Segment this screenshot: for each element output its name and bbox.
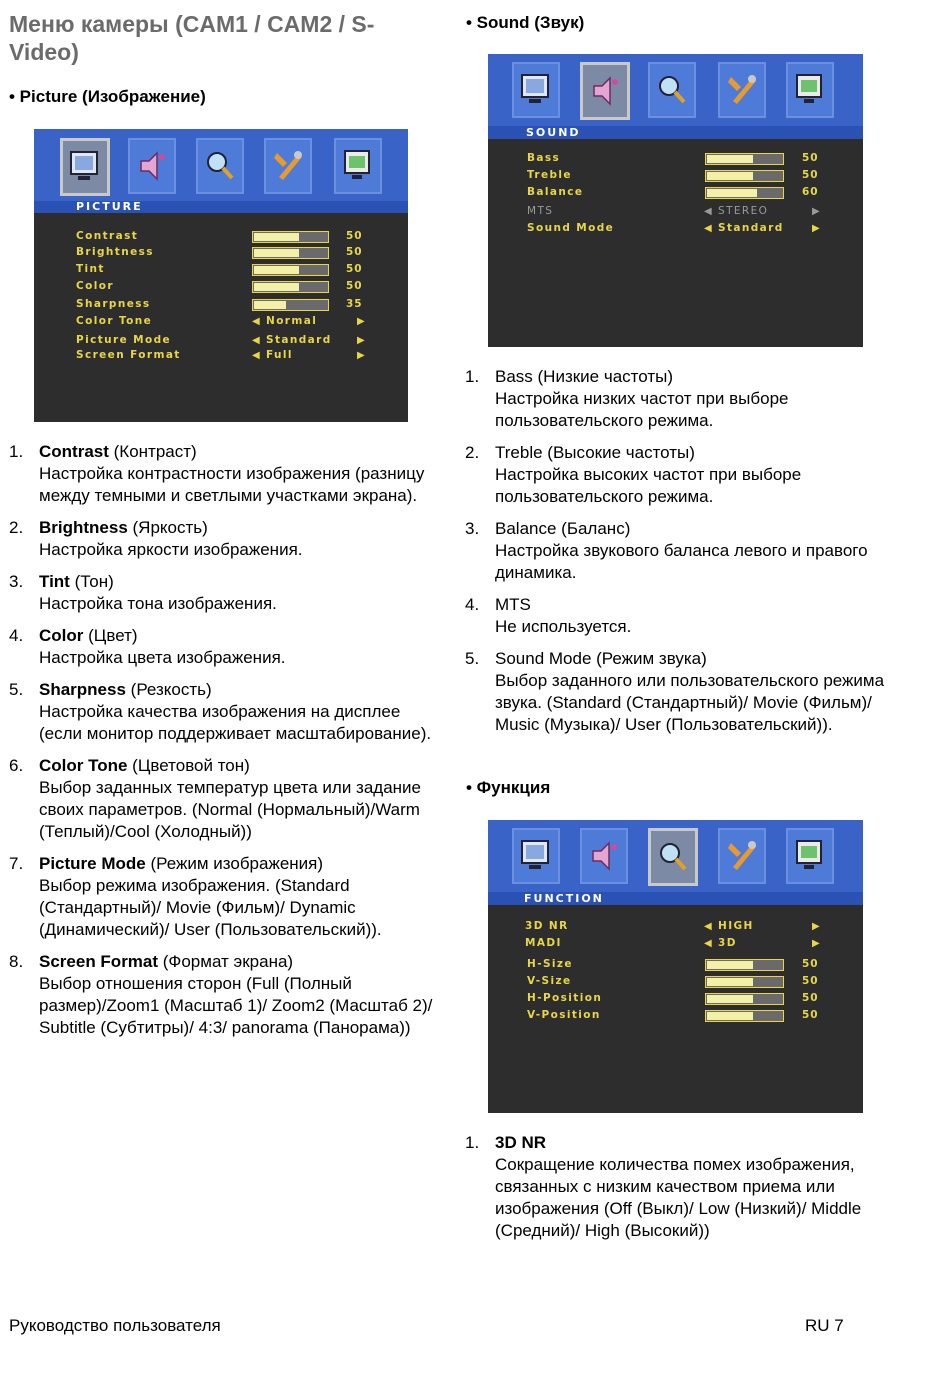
right-arrow-icon: ▶: [357, 316, 365, 327]
item-name: Sharpness: [39, 680, 126, 699]
osd-slider-fill: [254, 283, 299, 291]
item-name-ru: (Формат экрана): [158, 952, 294, 971]
right-arrow-icon: ▶: [812, 938, 820, 949]
function-magnifier-icon: [648, 62, 696, 118]
osd-setting-label: Picture Mode: [76, 334, 172, 346]
osd-setting-label: V-Size: [527, 975, 572, 987]
osd-slider-bar: [705, 187, 784, 199]
osd-slider-bar: [705, 959, 784, 971]
osd-slider-fill: [254, 301, 286, 309]
osd-setting-value: 35: [346, 298, 363, 310]
osd-slider-fill: [254, 233, 299, 241]
other-monitor-icon: [786, 828, 834, 884]
osd-setting-label: H-Size: [527, 958, 573, 970]
list-item: [465, 648, 905, 736]
osd-setting-value: 50: [802, 958, 819, 970]
right-arrow-icon: ▶: [812, 206, 820, 217]
picture-monitor-icon: [60, 138, 110, 196]
item-name-ru: (Цветовой тон): [127, 756, 250, 775]
item-name: Picture Mode: [39, 854, 146, 873]
item-description: Настройка звукового баланса левого и правого динамика.: [495, 541, 868, 582]
osd-slider-bar: [252, 264, 329, 276]
right-arrow-icon: ▶: [357, 350, 365, 361]
item-number: 1.: [465, 1133, 480, 1152]
list-item: [9, 571, 439, 615]
osd-menu-title: SOUND: [488, 126, 863, 139]
osd-slider-fill: [707, 995, 753, 1003]
item-title: Bass (Низкие частоты): [495, 367, 674, 386]
osd-menu-title: PICTURE: [34, 201, 408, 213]
osd-slider-bar: [705, 170, 784, 182]
list-item: [9, 755, 439, 843]
item-number: 2.: [9, 518, 24, 537]
picture-osd-screenshot: [34, 129, 408, 422]
osd-setting-label: H-Position: [527, 992, 603, 1004]
osd-slider-bar: [705, 153, 784, 165]
item-number: 5.: [465, 649, 480, 668]
item-name-ru: (Контраст): [108, 442, 197, 461]
item-title: Balance (Баланс): [495, 519, 631, 538]
item-title: Treble (Высокие частоты): [495, 443, 695, 462]
item-name: Color Tone: [39, 756, 128, 775]
item-name-ru: (Цвет): [83, 626, 138, 645]
osd-option-value: Normal: [266, 315, 318, 327]
right-arrow-icon: ▶: [812, 223, 820, 234]
function-osd-screenshot: [488, 820, 863, 1113]
left-arrow-icon: ◀: [704, 206, 712, 217]
footer-manual-name: Руководство пользователя: [9, 1316, 221, 1335]
osd-setting-label: Treble: [527, 169, 572, 181]
osd-slider-fill: [707, 189, 757, 197]
osd-slider-fill: [707, 961, 753, 969]
list-item: [465, 442, 905, 508]
osd-option-value: HIGH: [718, 920, 754, 932]
item-title: [39, 441, 439, 463]
item-name: Tint: [39, 572, 70, 591]
osd-slider-fill: [707, 978, 753, 986]
list-item: [9, 679, 439, 745]
function-magnifier-icon: [196, 138, 244, 194]
list-item: [465, 1132, 905, 1242]
osd-setting-label: Bass: [527, 152, 561, 164]
sound-items-list: [465, 366, 905, 746]
left-arrow-icon: ◀: [252, 316, 260, 327]
picture-section-heading: • Picture (Изображение): [9, 87, 206, 106]
setup-tools-icon: [718, 62, 766, 118]
osd-option-value: Standard: [718, 222, 784, 234]
osd-setting-label: V-Position: [527, 1009, 601, 1021]
function-section-heading: • Функция: [466, 778, 551, 797]
left-arrow-icon: ◀: [704, 938, 712, 949]
osd-option-value: Standard: [266, 334, 332, 346]
osd-setting-value: 60: [802, 186, 819, 198]
picture-monitor-icon: [512, 828, 560, 884]
list-item: [9, 441, 439, 507]
picture-monitor-icon: [512, 62, 560, 118]
item-name: Color: [39, 626, 84, 645]
item-title: [39, 571, 439, 593]
osd-setting-label: Contrast: [76, 230, 139, 242]
item-description: Настройка низких частот при выборе пользовательского режима.: [495, 389, 789, 430]
item-title: [39, 853, 439, 875]
osd-slider-bar: [252, 231, 329, 243]
osd-setting-value: 50: [802, 169, 819, 181]
osd-setting-label: Sound Mode: [527, 222, 615, 234]
item-number: 8.: [9, 952, 24, 971]
other-monitor-icon: [786, 62, 834, 118]
osd-slider-bar: [252, 299, 329, 311]
left-arrow-icon: ◀: [704, 223, 712, 234]
sound-osd-screenshot: [488, 54, 863, 347]
picture-items-list: [9, 441, 439, 1049]
page-title: Меню камеры (CAM1 / CAM2 / S-Video): [9, 11, 375, 65]
setup-tools-icon: [718, 828, 766, 884]
item-title: [39, 951, 439, 973]
item-description: Выбор заданных температур цвета или задание своих параметров. (Normal (Нормальный)/Warm (Теплый)/Cool (Холодный)): [39, 778, 422, 841]
osd-setting-label: MTS: [527, 205, 554, 217]
item-description: Сокращение количества помех изображения, связанных с низким качеством приема или изображения (Off (Выкл)/ Low (Низкий)/ Middle (Средний)/ High (Высокий)): [495, 1155, 862, 1240]
osd-slider-bar: [705, 976, 784, 988]
item-name-ru: (Тон): [69, 572, 114, 591]
item-number: 1.: [465, 367, 480, 386]
right-arrow-icon: ▶: [357, 335, 365, 346]
function-magnifier-icon: [648, 828, 698, 886]
osd-setting-label: Screen Format: [76, 349, 181, 361]
list-item: [9, 625, 439, 669]
osd-slider-fill: [707, 1012, 753, 1020]
osd-setting-label: 3D NR: [525, 920, 569, 932]
item-number: 2.: [465, 443, 480, 462]
item-title: [39, 517, 439, 539]
osd-setting-value: 50: [802, 1009, 819, 1021]
osd-setting-value: 50: [346, 263, 363, 275]
osd-setting-value: 50: [802, 975, 819, 987]
list-item: [465, 366, 905, 432]
osd-setting-value: 50: [802, 152, 819, 164]
osd-setting-label: Color: [76, 280, 114, 292]
osd-slider-bar: [705, 993, 784, 1005]
item-number: 4.: [465, 595, 480, 614]
sound-speaker-icon: [580, 828, 628, 884]
function-items-list: [465, 1132, 905, 1252]
osd-setting-label: Balance: [527, 186, 584, 198]
osd-option-value: Full: [266, 349, 293, 361]
osd-slider-bar: [705, 1010, 784, 1022]
list-item: [9, 951, 439, 1039]
item-name: Contrast: [39, 442, 109, 461]
footer-page-number: RU 7: [805, 1316, 844, 1335]
osd-slider-fill: [707, 155, 753, 163]
item-description: Не используется.: [495, 617, 632, 636]
item-name: Screen Format: [39, 952, 159, 971]
list-item: [9, 853, 439, 941]
left-arrow-icon: ◀: [252, 350, 260, 361]
right-arrow-icon: ▶: [812, 921, 820, 932]
item-number: 5.: [9, 680, 24, 699]
osd-setting-label: Sharpness: [76, 298, 151, 310]
item-name-ru: (Режим изображения): [145, 854, 324, 873]
osd-setting-value: 50: [346, 280, 363, 292]
item-description: Выбор заданного или пользовательского режима звука. (Standard (Стандартный)/ Movie (Фильм)/ Music (Музыка)/ User (Пользовательский)).: [495, 671, 885, 734]
sound-section-heading: • Sound (Звук): [466, 13, 585, 32]
item-title: [39, 755, 439, 777]
item-number: 7.: [9, 854, 24, 873]
osd-setting-value: 50: [346, 230, 363, 242]
item-name: 3D NR: [495, 1133, 547, 1152]
item-name-ru: (Резкость): [125, 680, 212, 699]
item-description: Выбор режима изображения. (Standard (Стандартный)/ Movie (Фильм)/ Dynamic (Динамический)/ User (Пользовательский)).: [39, 876, 382, 939]
item-number: 6.: [9, 756, 24, 775]
item-description: Настройка яркости изображения.: [39, 540, 303, 559]
osd-setting-label: Brightness: [76, 246, 154, 258]
item-description: Выбор отношения сторон (Full (Полный размер)/Zoom1 (Масштаб 1)/ Zoom2 (Масштаб 2)/ Subtitle (Субтитры)/ 4:3/ panorama (Панорама)): [39, 974, 433, 1037]
sound-speaker-icon: [580, 62, 630, 120]
item-number: 3.: [465, 519, 480, 538]
other-monitor-icon: [334, 138, 382, 194]
osd-slider-fill: [254, 249, 299, 257]
item-description: Настройка цвета изображения.: [39, 648, 286, 667]
item-title: [495, 1132, 905, 1154]
item-description: Настройка качества изображения на дисплее (если монитор поддерживает масштабирование).: [39, 702, 432, 743]
osd-setting-label: Color Tone: [76, 315, 153, 327]
left-arrow-icon: ◀: [252, 335, 260, 346]
item-name: Brightness: [39, 518, 128, 537]
osd-slider-fill: [707, 172, 753, 180]
item-description: Настройка тона изображения.: [39, 594, 277, 613]
left-arrow-icon: ◀: [704, 921, 712, 932]
item-number: 1.: [9, 442, 24, 461]
item-title: [39, 679, 439, 701]
item-description: Настройка высоких частот при выборе пользовательского режима.: [495, 465, 802, 506]
setup-tools-icon: [264, 138, 312, 194]
item-description: Настройка контрастности изображения (разницу между темными и светлыми участками экрана).: [39, 464, 425, 505]
osd-option-value: 3D: [718, 937, 737, 949]
osd-setting-value: 50: [802, 992, 819, 1004]
item-title: Sound Mode (Режим звука): [495, 649, 707, 668]
osd-option-value: STEREO: [718, 205, 769, 217]
osd-setting-label: MADI: [525, 937, 562, 949]
item-number: 4.: [9, 626, 24, 645]
item-name-ru: (Яркость): [127, 518, 208, 537]
item-number: 3.: [9, 572, 24, 591]
osd-slider-bar: [252, 281, 329, 293]
osd-slider-bar: [252, 247, 329, 259]
sound-speaker-icon: [128, 138, 176, 194]
osd-setting-label: Tint: [76, 263, 105, 275]
list-item: [9, 517, 439, 561]
item-title: MTS: [495, 595, 531, 614]
list-item: [465, 594, 905, 638]
osd-slider-fill: [254, 266, 299, 274]
item-title: [39, 625, 439, 647]
osd-menu-title: FUNCTION: [488, 892, 863, 905]
list-item: [465, 518, 905, 584]
osd-setting-value: 50: [346, 246, 363, 258]
